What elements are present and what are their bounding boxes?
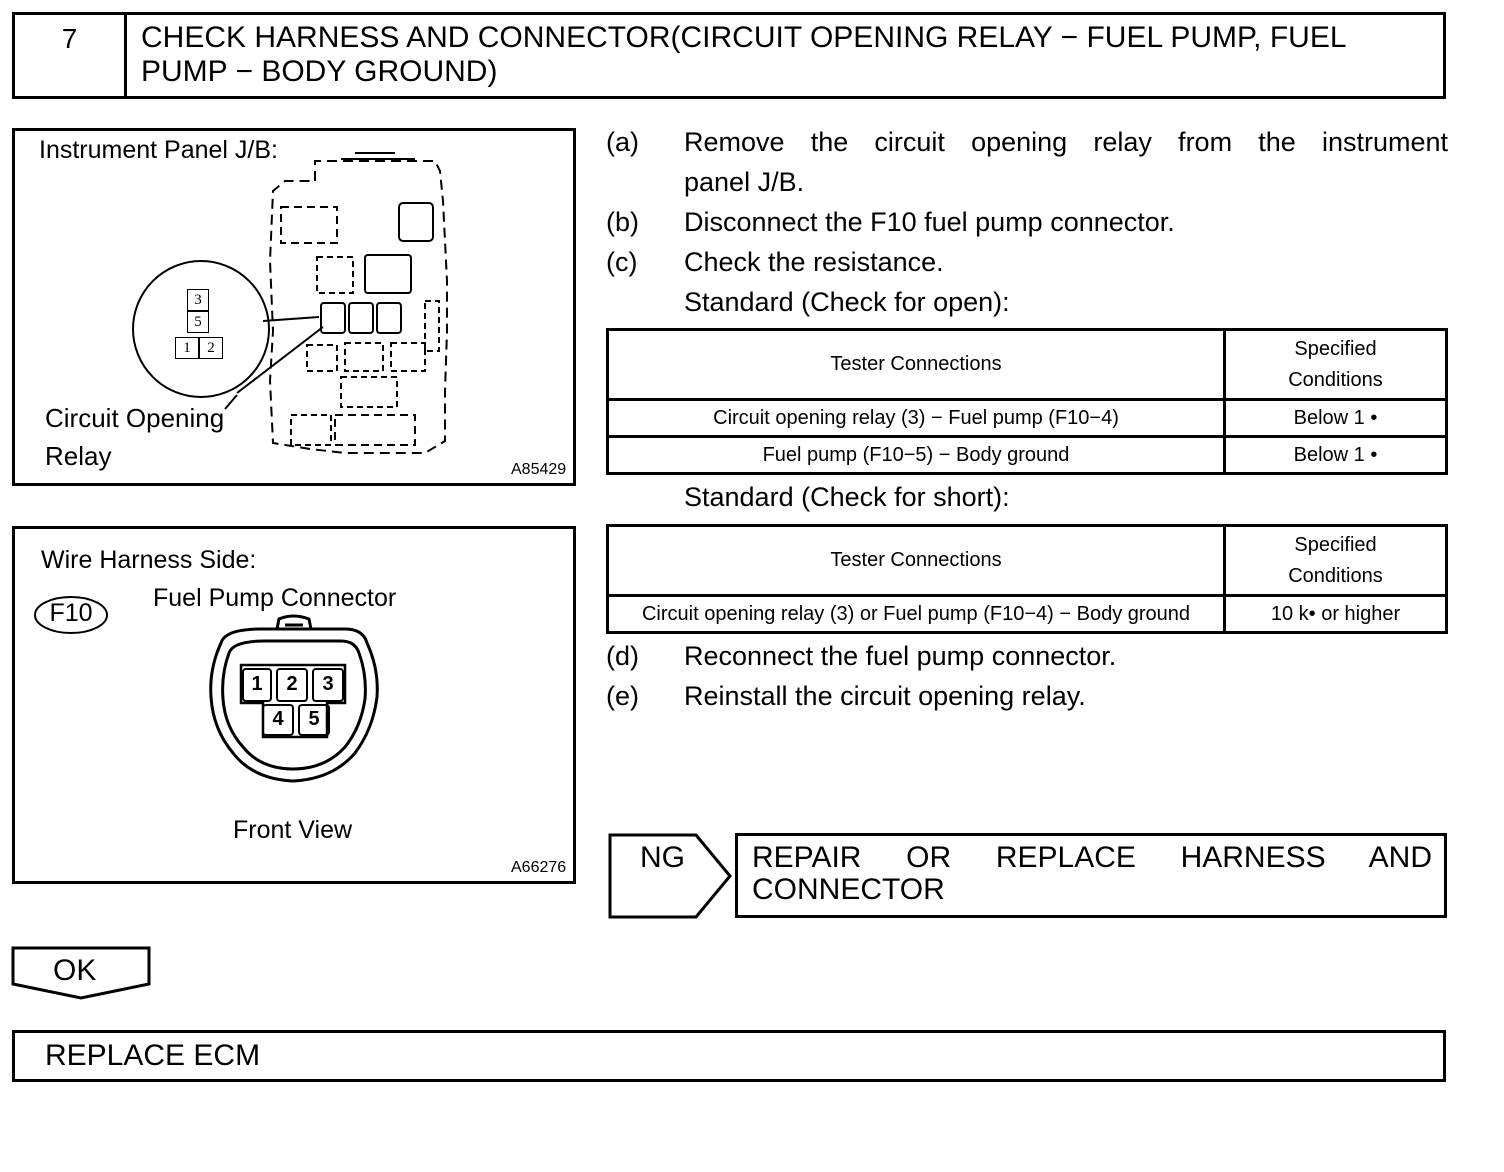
- pin-1: 1: [251, 673, 263, 695]
- instruction-d: [606, 636, 1448, 676]
- ok-branch-arrow: [11, 946, 151, 1000]
- figure-id: A66276: [511, 859, 567, 876]
- pin-5: 5: [308, 708, 320, 730]
- header-tester-connections: Tester Connections: [608, 330, 1225, 400]
- relay-callout-line1: Circuit Opening: [45, 403, 225, 433]
- connection-cell: Fuel pump (F10−5) − Body ground: [608, 437, 1225, 474]
- standard-open-label: Standard (Check for open):: [684, 287, 1010, 317]
- instruction-text: Check the resistance.: [684, 247, 944, 277]
- header-spec-line2: Conditions: [1288, 368, 1383, 391]
- condition-cell: Below 1 •: [1225, 437, 1447, 474]
- relay-callout-line2: Relay: [45, 441, 112, 471]
- open-check-table: [606, 328, 1448, 475]
- ng-result-text: [752, 842, 1432, 906]
- condition-cell: Below 1 •: [1225, 400, 1447, 437]
- ok-label: OK: [53, 954, 97, 987]
- table-row: [608, 596, 1447, 633]
- pin-4: 4: [272, 708, 284, 730]
- instruction-text: panel J/B.: [684, 167, 805, 197]
- header-specified-conditions: [1225, 526, 1447, 596]
- ng-result-line2: CONNECTOR: [752, 873, 945, 906]
- jb-heading: Instrument Panel J/B:: [39, 136, 279, 164]
- connector-code: F10: [49, 599, 93, 627]
- header-spec-line1: Specified: [1294, 533, 1377, 556]
- terminal-5: 5: [187, 311, 209, 333]
- step-number: 7: [15, 15, 127, 96]
- ng-result-line1: REPAIR OR REPLACE HARNESS AND: [752, 841, 1432, 874]
- instruction-b: [606, 202, 1448, 242]
- condition-cell: 10 k• or higher: [1225, 596, 1447, 633]
- instruction-label: (b): [606, 207, 639, 237]
- table-row: [608, 437, 1447, 474]
- instruction-label: (d): [606, 641, 639, 671]
- fuel-pump-connector-figure: [12, 526, 576, 884]
- replace-ecm-text: REPLACE ECM: [45, 1039, 261, 1072]
- short-check-table: [606, 524, 1448, 634]
- terminal-2: 2: [199, 337, 223, 359]
- step-title: CHECK HARNESS AND CONNECTOR(CIRCUIT OPENING RELAY − FUEL PUMP, FUEL PUMP − BODY GROUND): [141, 21, 1346, 88]
- junction-block-figure: [12, 128, 576, 486]
- harness-heading: Wire Harness Side:: [41, 546, 257, 574]
- instruction-label: (e): [606, 681, 639, 711]
- connector-name: Fuel Pump Connector: [153, 584, 397, 612]
- header-spec-line1: Specified: [1294, 337, 1377, 360]
- instruction-c: [606, 242, 1448, 282]
- ng-label: NG: [640, 841, 685, 874]
- table-row: [608, 400, 1447, 437]
- terminal-3: 3: [187, 289, 209, 311]
- instruction-e: [606, 676, 1448, 716]
- terminal-1: 1: [175, 337, 199, 359]
- header-spec-line2: Conditions: [1288, 564, 1383, 587]
- table-header-row: [608, 526, 1447, 596]
- instruction-label: (a): [606, 127, 639, 157]
- header-tester-connections: Tester Connections: [608, 526, 1225, 596]
- ng-result-box: [735, 833, 1447, 918]
- standard-short-heading: [606, 477, 1448, 517]
- instruction-label: (c): [606, 247, 638, 277]
- connection-cell: Circuit opening relay (3) or Fuel pump (F10−4) − Body ground: [608, 596, 1225, 633]
- pin-2: 2: [286, 673, 298, 695]
- replace-ecm-box: [12, 1030, 1446, 1082]
- connection-cell: Circuit opening relay (3) − Fuel pump (F10−4): [608, 400, 1225, 437]
- pin-3: 3: [322, 673, 334, 695]
- instruction-a: [606, 122, 1448, 202]
- view-label: Front View: [233, 816, 353, 844]
- header-specified-conditions: [1225, 330, 1447, 400]
- standard-open-heading: [606, 282, 1448, 322]
- step-header: [12, 12, 1446, 99]
- instruction-text: Reinstall the circuit opening relay.: [684, 681, 1086, 711]
- standard-short-label: Standard (Check for short):: [684, 482, 1010, 512]
- instruction-text: Disconnect the F10 fuel pump connector.: [684, 207, 1175, 237]
- ng-branch-arrow: [608, 833, 732, 919]
- instruction-text: Reconnect the fuel pump connector.: [684, 641, 1117, 671]
- instruction-text: Remove the circuit opening relay from the instrument: [684, 127, 1448, 157]
- table-header-row: [608, 330, 1447, 400]
- figure-id: A85429: [511, 461, 567, 478]
